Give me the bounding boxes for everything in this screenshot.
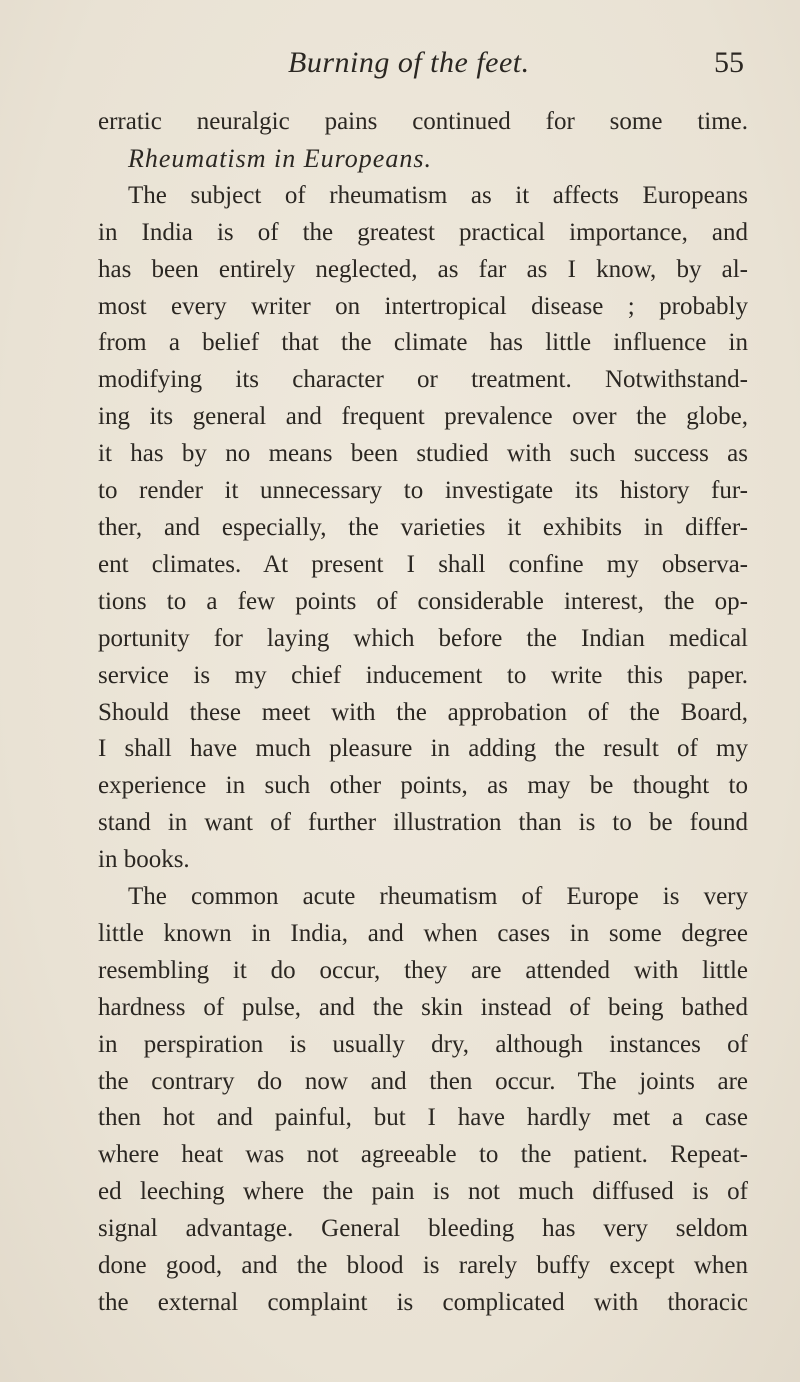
text-line: experience in such other points, as may be thought to xyxy=(98,772,748,800)
text-line: portunity for laying which before the Indian medical xyxy=(98,624,748,652)
text-line: The subject of rheumatism as it affects Europeans xyxy=(128,181,748,209)
text-line: from a belief that the climate has little influence in xyxy=(98,329,748,357)
text-line: where heat was not agreeable to the patient. Repeat- xyxy=(98,1141,748,1169)
text-line: to render it unnecessary to investigate its history fur- xyxy=(98,477,748,505)
running-title: Burning of the feet. xyxy=(288,46,530,79)
text-line: hardness of pulse, and the skin instead of being bathed xyxy=(98,993,748,1021)
text-line: then hot and painful, but I have hardly met a case xyxy=(98,1104,748,1132)
text-line: it has by no means been studied with such success as xyxy=(98,440,748,468)
text-line: done good, and the blood is rarely buffy except when xyxy=(98,1252,748,1280)
text-line: has been entirely neglected, as far as I know, by al- xyxy=(98,255,748,283)
text-line: ing its general and frequent prevalence over the globe, xyxy=(98,403,748,431)
text-line: the contrary do now and then occur. The joints are xyxy=(98,1067,748,1095)
text-line: tions to a few points of considerable interest, the op- xyxy=(98,587,748,615)
body-text xyxy=(98,104,748,1322)
text-line: signal advantage. General bleeding has very seldom xyxy=(98,1215,748,1243)
page-number: 55 xyxy=(714,46,744,79)
text-line: ther, and especially, the varieties it exhibits in differ- xyxy=(98,513,748,541)
text-line: ent climates. At present I shall confine my observa- xyxy=(98,550,748,578)
text-line: The common acute rheumatism of Europe is very xyxy=(128,883,748,911)
text-line: most every writer on intertropical disease ; probably xyxy=(98,292,748,320)
text-line: ed leeching where the pain is not much diffused is of xyxy=(98,1178,748,1206)
page-header xyxy=(0,46,800,86)
text-line: erratic neuralgic pains continued for some time. xyxy=(98,108,748,135)
text-line: service is my chief inducement to write this paper. xyxy=(98,661,748,689)
text-line: in India is of the greatest practical importance, and xyxy=(98,218,748,246)
text-line: in books. xyxy=(98,846,190,874)
text-line: stand in want of further illustration than is to be found xyxy=(98,809,748,837)
text-line: in perspiration is usually dry, although instances of xyxy=(98,1030,748,1058)
text-line: Should these meet with the approbation of the Board, xyxy=(98,698,748,726)
text-line: the external complaint is complicated with thoracic xyxy=(98,1289,748,1316)
text-line: resembling it do occur, they are attended with little xyxy=(98,956,748,984)
text-line: little known in India, and when cases in some degree xyxy=(98,919,748,947)
text-line: I shall have much pleasure in adding the result of my xyxy=(98,735,748,763)
section-heading: Rheumatism in Europeans. xyxy=(128,143,432,173)
text-line: modifying its character or treatment. Notwithstand- xyxy=(98,366,748,394)
